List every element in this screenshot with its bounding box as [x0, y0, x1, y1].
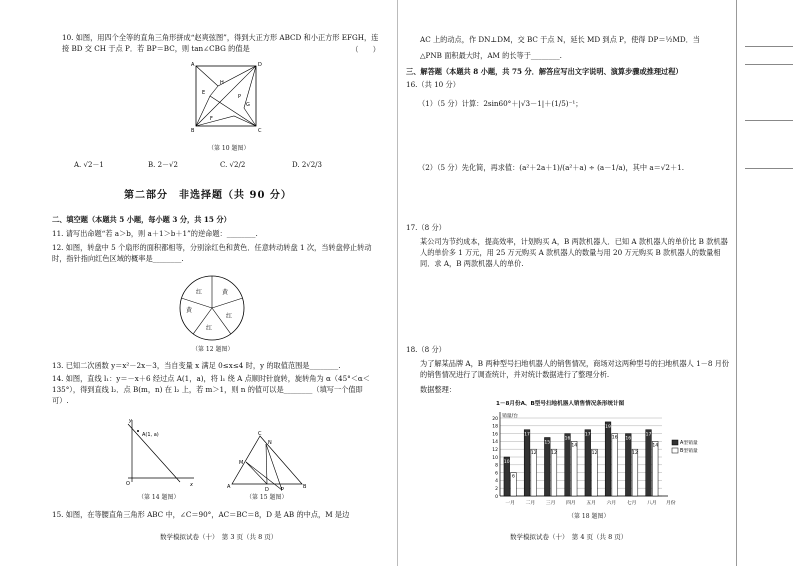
data-label: 12 [530, 451, 537, 457]
binding-line [745, 46, 793, 47]
left-page [0, 0, 398, 566]
bar-b [571, 441, 577, 496]
bar-b [652, 441, 658, 496]
question-10-text: 10. 如图，用四个全等的直角三角形拼成“赵爽弦图”，得到大正方形 ABCD 和小正方形 EFGH，连接 BD 交 CH 于点 P．若 BP＝BC，则 tan∠CBG 的值是 [62, 33, 379, 54]
fill-section-heading: 二、填空题（本题共 5 小题，每小题 3 分，共 15 分） [52, 215, 231, 224]
data-label: 17 [645, 432, 652, 438]
bar-b [531, 449, 537, 496]
data-label: 12 [551, 451, 557, 457]
option-a: A. √2－1 [74, 161, 104, 169]
label-C: C [258, 431, 262, 437]
x-axis-label: 月份 [666, 501, 676, 506]
sector-label: 黄 [222, 289, 229, 296]
bar-a [646, 430, 652, 496]
left-page-footer: 数学模拟试卷（十） 第 3 页（共 8 页） [160, 533, 278, 541]
sales-bar-chart [480, 408, 720, 512]
binding-line [745, 120, 793, 121]
sector-label: 红 [196, 289, 203, 296]
bar-a [565, 434, 571, 496]
data-label: 14 [652, 443, 659, 449]
bar-b [592, 449, 598, 496]
y-tick-label: 10 [492, 455, 498, 461]
data-label: 17 [524, 432, 530, 438]
category-label: 三月 [545, 501, 556, 506]
category-label: 五月 [586, 501, 596, 506]
binding-line [745, 64, 793, 65]
option-d: D. 2√2/3 [292, 161, 322, 169]
question-18-sub: 数据整理： [420, 385, 456, 394]
bar-a [605, 422, 611, 496]
legend-label: B型销量 [680, 449, 698, 454]
figure-15-caption: （第 15 题图） [246, 494, 288, 501]
axis-y-label: y [129, 418, 132, 424]
bar-b [612, 434, 618, 496]
question-18-text: 为了解某品牌 A，B 两种型号扫地机器人的销售情况，商场对这两种型号的扫地机器人 1－8 月份的销售情况进行了调查统计，并对统计数据进行了整理分析. [420, 359, 730, 380]
label-B: B [303, 484, 307, 490]
origin-label: O [126, 481, 130, 487]
label-E: E [202, 90, 206, 96]
question-16-part-1: （1）（5 分）计算：2sin60°＋|√3－1|＋(1/5)⁻¹； [418, 99, 583, 108]
data-label: 17 [584, 432, 591, 438]
question-18: 18.（8 分） [406, 345, 446, 354]
y-tick-label: 4 [495, 479, 498, 485]
data-label: 12 [632, 451, 638, 457]
label-D: D [258, 62, 262, 68]
data-label: 10 [503, 460, 510, 465]
category-label: 七月 [626, 501, 637, 506]
bar-b [632, 449, 638, 496]
y-tick-label: 12 [492, 448, 498, 453]
question-12: 12. 如图，转盘中 5 个扇形的面积都相等，分别涂红色和黄色．任意转动转盘 1 次，当转盘停止转动时，指针指向红色区域的概率是________. [52, 243, 372, 264]
bar-a [544, 438, 550, 497]
figure-15 [226, 428, 308, 492]
category-label: 一月 [505, 501, 515, 506]
label-P: P [281, 487, 285, 492]
question-10 [62, 32, 380, 54]
y-tick-label: 16 [492, 432, 498, 438]
sector-label: 红 [226, 313, 233, 320]
label-M: M [239, 460, 244, 466]
y-tick-label: 20 [492, 416, 498, 422]
label-F: F [210, 116, 213, 122]
label-A: A [227, 484, 231, 490]
y-tick-label: 18 [492, 424, 498, 430]
question-15: 15. 如图，在等腰直角三角形 ABC 中，∠C＝90°，AC＝BC＝8，D 是 AB 的中点，M 是边 [52, 510, 350, 519]
binding-margin [736, 0, 800, 566]
point-a-label: A(1, a) [142, 432, 159, 438]
figure-14 [118, 416, 198, 492]
figure-10-caption: （第 10 题图） [208, 145, 250, 152]
label-C: C [258, 128, 262, 134]
category-label: 四月 [566, 501, 576, 506]
answer-paren: （ ） [351, 45, 380, 54]
y-tick-label: 14 [492, 440, 498, 446]
question-11: 11. 请写出命题“若 a＞b，则 a＋1＞b＋1”的逆命题：________. [52, 229, 258, 238]
option-b: B. 2－√2 [148, 161, 178, 169]
bar-a [585, 430, 591, 496]
category-label: 八月 [647, 501, 657, 506]
data-label: 15 [544, 440, 551, 446]
y-tick-label: 8 [495, 463, 498, 469]
right-page [400, 0, 736, 566]
data-label: 16 [625, 436, 632, 442]
y-axis-label: 销量/台 [502, 414, 519, 419]
category-label: 二月 [525, 501, 536, 506]
legend-swatch [672, 448, 678, 453]
binding-line [745, 168, 793, 169]
question-16: 16.（共 10 分） [406, 80, 460, 89]
axis-x-label: x [190, 482, 193, 488]
part-two-title: 第二部分 非选择题（共 90 分） [124, 190, 292, 201]
sector-label: 黄 [186, 307, 193, 314]
figure-18-caption: （第 18 题图） [568, 513, 610, 520]
bar-b [551, 449, 557, 496]
question-15-continued-1: AC 上的动点，作 DN⊥DM，交 BC 于点 N，延长 MD 到点 P，使得 DP＝½MD．当 [420, 35, 700, 44]
right-page-footer: 数学模拟试卷（十） 第 4 页（共 8 页） [510, 533, 628, 541]
label-B: B [191, 128, 195, 134]
question-14: 14. 如图，直线 l₁：y＝－x＋6 经过点 A(1，a)，将 l₁ 绕 A 点顺时针旋转，旋转角为 α（45°＜α＜135°），得到直线 l₂．点 B(m，n) 在 l₂ 上，若 m＞1，则 n 的值可以是________（填写一个值即可）. [52, 374, 370, 406]
solve-section-heading: 三、解答题（本题共 8 小题，共 75 分．解答应写出文字说明、演算步骤或推理过程） [406, 67, 683, 76]
zhaoshuang-figure [188, 60, 268, 142]
figure-14-caption: （第 14 题图） [138, 494, 180, 501]
data-label: 12 [591, 451, 598, 457]
figure-12-caption: （第 12 题图） [192, 346, 234, 353]
data-label: 19 [605, 424, 611, 430]
label-G: G [246, 102, 250, 108]
data-label: 6 [512, 474, 515, 480]
bar-a [625, 434, 631, 496]
question-16-part-2: （2）（5 分）先化简，再求值：(a²＋2a＋1)/(a²＋a) ÷ (a－1/a)，其中 a＝√2＋1. [418, 163, 684, 172]
label-P: P [238, 94, 242, 100]
y-tick-label: 2 [495, 487, 498, 492]
label-D: D [265, 487, 269, 492]
question-13: 13. 已知二次函数 y＝x²－2x－3，当自变量 x 满足 0≤x≤4 时，y 的取值范围是________. [52, 361, 341, 370]
option-c: C. √2/2 [220, 161, 246, 169]
label-H: H [220, 80, 224, 86]
legend-swatch [672, 440, 678, 445]
category-label: 六月 [606, 501, 617, 506]
label-N: N [268, 440, 272, 446]
question-15-continued-2: △PNB 面积最大时，AM 的长等于________. [420, 51, 562, 60]
chart-title: 1－8月份A、B型号扫地机器人销售情况条形统计图 [496, 401, 625, 407]
bar-a [524, 430, 530, 496]
label-A: A [191, 62, 195, 68]
y-tick-label: 6 [495, 471, 498, 477]
question-17: 17.（8 分） [406, 223, 446, 232]
data-label: 16 [564, 436, 571, 442]
legend-label: A型销量 [680, 441, 698, 446]
spinner-figure [176, 272, 248, 344]
data-label: 14 [571, 443, 578, 449]
y-tick-label: 0 [495, 494, 498, 500]
sector-label: 红 [206, 325, 213, 332]
question-17-text: 某公司为节约成本，提高效率，计划购买 A，B 两款机器人．已知 A 款机器人的单价比 B 款机器人的单价多 1 万元，用 25 万元购买 A 款机器人的数量与用 20 万元购买 B 款机器人的数量相同．求 A，B 两款机器人的单价. [420, 237, 728, 269]
data-label: 16 [611, 435, 618, 441]
